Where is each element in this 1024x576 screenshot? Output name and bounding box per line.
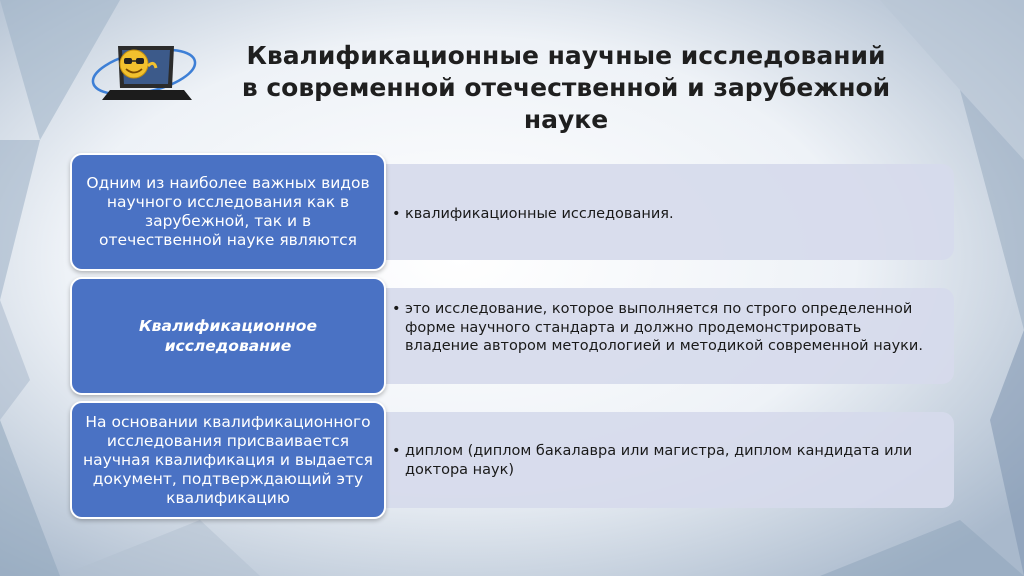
- title-line-1: Квалификационные научные исследований: [246, 41, 886, 70]
- row-1-value: квалификационные исследования.: [405, 206, 674, 222]
- row-2-text: [392, 300, 932, 356]
- row-2-label: Квалификационное исследование: [139, 317, 317, 355]
- bullet: •: [392, 206, 401, 222]
- bullet: •: [392, 443, 401, 459]
- row-3-box: [70, 401, 386, 519]
- row-1-label: Одним из наиболее важных видов научного исследования как в зарубежной, так и в отечественной науке являются: [86, 174, 370, 249]
- bullet: •: [392, 301, 401, 317]
- row-2-value: это исследование, которое выполняется по строго определенной форме научного стандарта и должно продемонстрировать владение автором методологией и методикой современной науки.: [405, 301, 923, 354]
- row-3-value: диплом (диплом бакалавра или магистра, диплом кандидата или доктора наук): [405, 443, 913, 478]
- row-3-label: На основании квалификационного исследования присваивается научная квалификация и выдается документ, подтверждающий эту квалификацию: [83, 412, 373, 507]
- row-3-text: [392, 442, 932, 479]
- title-line-2: в современной отечественной и зарубежной: [241, 73, 891, 102]
- page-title: [196, 40, 936, 136]
- row-1-text: [392, 205, 932, 224]
- laptop-smiley-icon: [88, 38, 200, 108]
- row-2-box: [70, 277, 386, 395]
- row-1-box: [70, 153, 386, 271]
- title-line-3: науке: [523, 105, 609, 134]
